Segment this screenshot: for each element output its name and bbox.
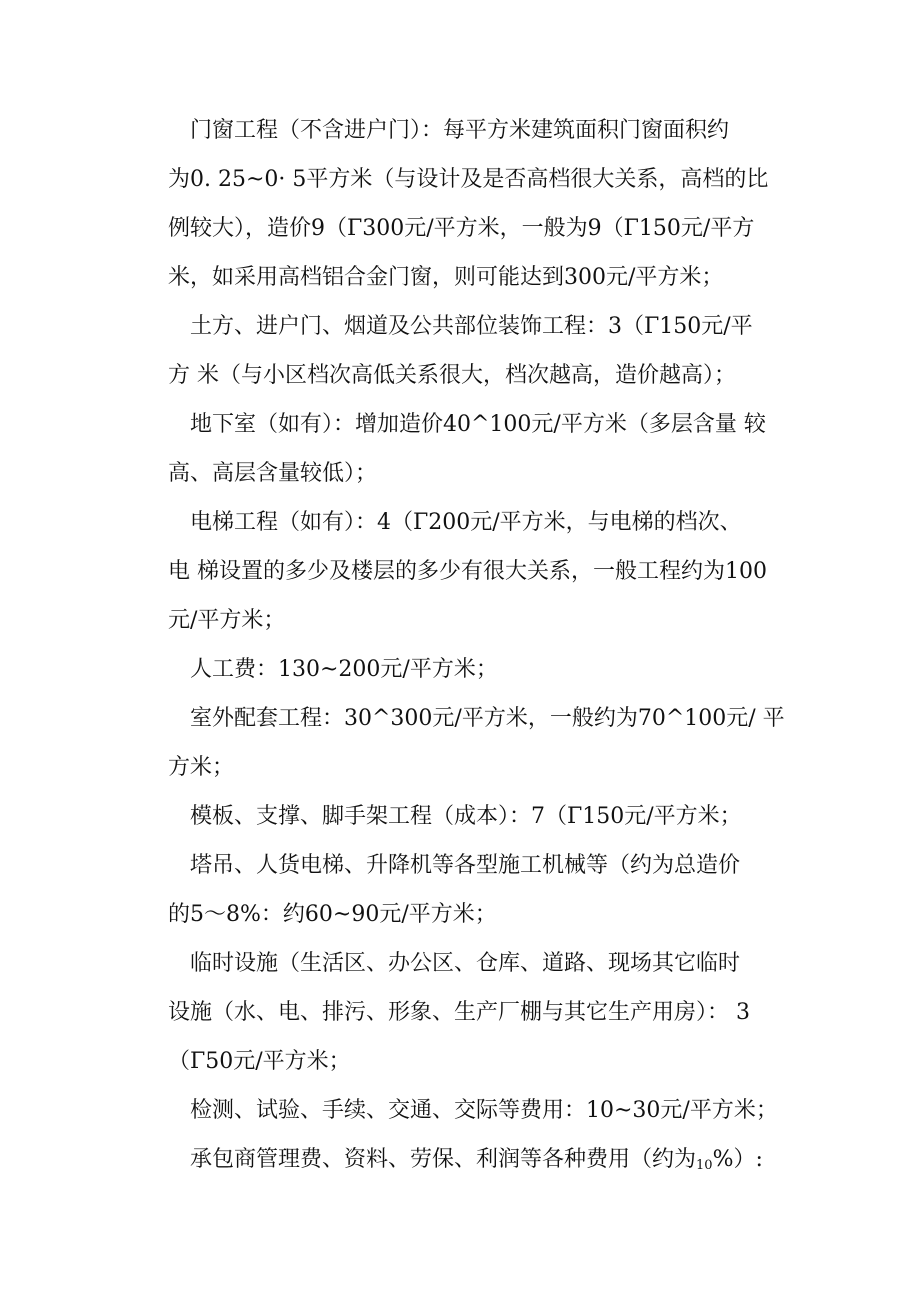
- text-line: 元/平方米；: [168, 608, 286, 633]
- text-line: 例较大），造价9（Γ300元/平方米，一般为9（Γ150元/平方: [168, 216, 755, 241]
- text-line: 地下室（如有）：增加造价40^100元/平方米（多层含量 较: [190, 412, 766, 437]
- text-line: 模板、支撑、脚手架工程（成本）：7（Γ150元/平方米；: [190, 804, 742, 829]
- text-line: 方 米（与小区档次高低关系很大，档次越高，造价越高）；: [168, 363, 736, 388]
- text-line: 人工费：130~200元/平方米；: [190, 657, 498, 682]
- text-line: 电 梯设置的多少及楼层的多少有很大关系，一般工程约为100: [168, 559, 767, 584]
- text-segment: 承包商管理费、资料、劳保、利润等各种费用（约为: [190, 1147, 697, 1172]
- text-line: 检测、试验、手续、交通、交际等费用：10~30元/平方米；: [190, 1098, 778, 1123]
- text-line: 的5～8%：约60~90元/平方米；: [168, 902, 497, 927]
- text-line: 门窗工程（不含进户门）：每平方米建筑面积门窗面积约: [190, 118, 730, 143]
- text-line: 设施（水、电、排污、形象、生产厂棚与其它生产用房）： 3: [168, 1000, 750, 1025]
- text-line: 米，如采用高档铝合金门窗，则可能达到300元/平方米；: [168, 265, 724, 290]
- text-line: （Γ50元/平方米；: [168, 1049, 351, 1074]
- text-line: 室外配套工程：30^300元/平方米，一般约为70^100元/ 平: [190, 706, 785, 731]
- text-line-last: [190, 1146, 763, 1180]
- text-segment: %）:: [712, 1147, 763, 1172]
- text-line: 方米；: [168, 755, 235, 780]
- text-line: 电梯工程（如有）：4（Γ200元/平方米，与电梯的档次、: [190, 510, 742, 535]
- subscript-number: 10: [696, 1158, 713, 1173]
- text-line: 土方、进户门、烟道及公共部位装饰工程：3（Γ150元/平: [190, 314, 753, 339]
- text-line: 临时设施（生活区、办公区、仓库、道路、现场其它临时: [190, 951, 741, 976]
- text-line: 塔吊、人货电梯、升降机等各型施工机械等（约为总造价: [190, 853, 741, 878]
- text-line: 为0. 25~0· 5平方米（与设计及是否高档很大关系，高档的比: [168, 167, 769, 192]
- text-line: 高、高层含量较低）；: [168, 461, 378, 486]
